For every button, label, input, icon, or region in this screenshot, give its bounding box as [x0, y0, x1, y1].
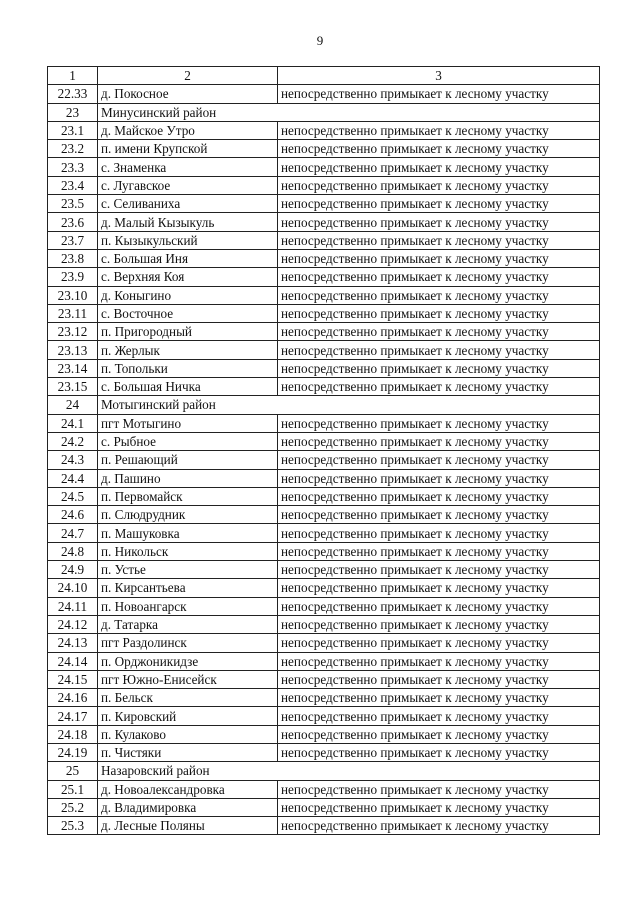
row-number: 25.3	[48, 817, 98, 835]
settlement-name: п. имени Крупской	[98, 140, 278, 158]
forest-adjacency-status: непосредственно примыкает к лесному участку	[278, 725, 600, 743]
settlement-name: п. Первомайск	[98, 487, 278, 505]
table-row	[48, 304, 600, 322]
forest-adjacency-status: непосредственно примыкает к лесному участку	[278, 798, 600, 816]
settlement-name: п. Никольск	[98, 542, 278, 560]
table-row	[48, 817, 600, 835]
settlement-name: п. Кирсантьева	[98, 579, 278, 597]
row-number: 25	[48, 762, 98, 780]
settlement-name: п. Кировский	[98, 707, 278, 725]
row-number: 23.1	[48, 121, 98, 139]
row-number: 24.14	[48, 652, 98, 670]
table-row	[48, 249, 600, 267]
forest-adjacency-status: непосредственно примыкает к лесному участку	[278, 286, 600, 304]
settlement-name: д. Покосное	[98, 85, 278, 103]
forest-adjacency-status: непосредственно примыкает к лесному участку	[278, 743, 600, 761]
forest-adjacency-status: непосредственно примыкает к лесному участку	[278, 689, 600, 707]
forest-adjacency-status: непосредственно примыкает к лесному участку	[278, 652, 600, 670]
settlement-name: п. Устье	[98, 561, 278, 579]
row-number: 24.13	[48, 634, 98, 652]
district-row	[48, 762, 600, 780]
district-row	[48, 103, 600, 121]
settlement-name: с. Рыбное	[98, 432, 278, 450]
row-number: 23.11	[48, 304, 98, 322]
table-row	[48, 689, 600, 707]
forest-adjacency-status: непосредственно примыкает к лесному участку	[278, 817, 600, 835]
forest-adjacency-status: непосредственно примыкает к лесному участку	[278, 597, 600, 615]
table-row	[48, 487, 600, 505]
column-header-status: 3	[278, 67, 600, 85]
table-row	[48, 524, 600, 542]
settlement-name: с. Восточное	[98, 304, 278, 322]
table-row	[48, 725, 600, 743]
table-row	[48, 176, 600, 194]
row-number: 24.2	[48, 432, 98, 450]
row-number: 23.15	[48, 378, 98, 396]
table-row	[48, 195, 600, 213]
table-row	[48, 432, 600, 450]
table-row	[48, 268, 600, 286]
row-number: 24.10	[48, 579, 98, 597]
row-number: 24.8	[48, 542, 98, 560]
row-number: 24.1	[48, 414, 98, 432]
table-row	[48, 780, 600, 798]
settlement-name: д. Малый Кызыкуль	[98, 213, 278, 231]
forest-adjacency-status: непосредственно примыкает к лесному участку	[278, 579, 600, 597]
settlement-name: п. Слюдрудник	[98, 506, 278, 524]
table-row	[48, 670, 600, 688]
district-name: Назаровский район	[98, 762, 600, 780]
settlement-name: д. Татарка	[98, 615, 278, 633]
settlement-name: с. Большая Ничка	[98, 378, 278, 396]
table-row	[48, 323, 600, 341]
table-row	[48, 158, 600, 176]
row-number: 23.8	[48, 249, 98, 267]
settlement-name: д. Лесные Поляны	[98, 817, 278, 835]
table-row	[48, 378, 600, 396]
settlement-name: с. Селиваниха	[98, 195, 278, 213]
row-number: 23.9	[48, 268, 98, 286]
row-number: 24.4	[48, 469, 98, 487]
table-body	[48, 85, 600, 835]
forest-adjacency-status: непосредственно примыкает к лесному участку	[278, 231, 600, 249]
column-header-settlement: 2	[98, 67, 278, 85]
row-number: 24.17	[48, 707, 98, 725]
row-number: 24.18	[48, 725, 98, 743]
forest-adjacency-status: непосредственно примыкает к лесному участку	[278, 506, 600, 524]
row-number: 24.16	[48, 689, 98, 707]
forest-adjacency-status: непосредственно примыкает к лесному участку	[278, 121, 600, 139]
forest-adjacency-status: непосредственно примыкает к лесному участку	[278, 341, 600, 359]
table-row	[48, 140, 600, 158]
settlement-name: с. Большая Иня	[98, 249, 278, 267]
forest-adjacency-status: непосредственно примыкает к лесному участку	[278, 213, 600, 231]
row-number: 23.5	[48, 195, 98, 213]
settlement-name: д. Владимировка	[98, 798, 278, 816]
table-row	[48, 798, 600, 816]
settlement-name: пгт Мотыгино	[98, 414, 278, 432]
settlement-name: д. Майское Утро	[98, 121, 278, 139]
row-number: 24.9	[48, 561, 98, 579]
table-row	[48, 359, 600, 377]
forest-adjacency-status: непосредственно примыкает к лесному участку	[278, 432, 600, 450]
forest-adjacency-status: непосредственно примыкает к лесному участку	[278, 323, 600, 341]
row-number: 23	[48, 103, 98, 121]
forest-adjacency-status: непосредственно примыкает к лесному участку	[278, 542, 600, 560]
row-number: 24.12	[48, 615, 98, 633]
table-row	[48, 579, 600, 597]
table-row	[48, 341, 600, 359]
table-row	[48, 506, 600, 524]
settlement-name: с. Верхняя Коя	[98, 268, 278, 286]
forest-adjacency-status: непосредственно примыкает к лесному участку	[278, 780, 600, 798]
forest-adjacency-status: непосредственно примыкает к лесному участку	[278, 451, 600, 469]
table-header-row	[48, 67, 600, 85]
forest-adjacency-status: непосредственно примыкает к лесному участку	[278, 378, 600, 396]
table-row	[48, 121, 600, 139]
forest-adjacency-status: непосредственно примыкает к лесному участку	[278, 487, 600, 505]
settlement-name: пгт Раздолинск	[98, 634, 278, 652]
forest-adjacency-status: непосредственно примыкает к лесному участку	[278, 561, 600, 579]
forest-adjacency-status: непосредственно примыкает к лесному участку	[278, 414, 600, 432]
forest-adjacency-status: непосредственно примыкает к лесному участку	[278, 176, 600, 194]
settlement-name: с. Знаменка	[98, 158, 278, 176]
row-number: 23.10	[48, 286, 98, 304]
settlement-name: п. Машуковка	[98, 524, 278, 542]
row-number: 23.14	[48, 359, 98, 377]
table-row	[48, 743, 600, 761]
row-number: 24.3	[48, 451, 98, 469]
settlement-name: п. Бельск	[98, 689, 278, 707]
settlement-name: п. Пригородный	[98, 323, 278, 341]
forest-adjacency-status: непосредственно примыкает к лесному участку	[278, 359, 600, 377]
forest-adjacency-status: непосредственно примыкает к лесному участку	[278, 670, 600, 688]
settlements-table	[47, 66, 600, 835]
row-number: 24.6	[48, 506, 98, 524]
table-row	[48, 451, 600, 469]
table-row	[48, 561, 600, 579]
row-number: 24.7	[48, 524, 98, 542]
settlement-name: п. Чистяки	[98, 743, 278, 761]
forest-adjacency-status: непосредственно примыкает к лесному участку	[278, 85, 600, 103]
row-number: 24	[48, 396, 98, 414]
page-number: 9	[316, 33, 324, 48]
row-number: 24.19	[48, 743, 98, 761]
row-number: 23.6	[48, 213, 98, 231]
row-number: 25.2	[48, 798, 98, 816]
table-row	[48, 542, 600, 560]
table-row	[48, 85, 600, 103]
table-row	[48, 213, 600, 231]
row-number: 23.2	[48, 140, 98, 158]
settlement-name: с. Лугавское	[98, 176, 278, 194]
row-number: 24.5	[48, 487, 98, 505]
table-row	[48, 652, 600, 670]
forest-adjacency-status: непосредственно примыкает к лесному участку	[278, 615, 600, 633]
settlement-name: п. Решающий	[98, 451, 278, 469]
forest-adjacency-status: непосредственно примыкает к лесному участку	[278, 158, 600, 176]
forest-adjacency-status: непосредственно примыкает к лесному участку	[278, 249, 600, 267]
forest-adjacency-status: непосредственно примыкает к лесному участку	[278, 304, 600, 322]
settlement-name: п. Кызыкульский	[98, 231, 278, 249]
settlement-name: п. Кулаково	[98, 725, 278, 743]
row-number: 23.7	[48, 231, 98, 249]
column-header-number: 1	[48, 67, 98, 85]
forest-adjacency-status: непосредственно примыкает к лесному участку	[278, 707, 600, 725]
forest-adjacency-status: непосредственно примыкает к лесному участку	[278, 268, 600, 286]
forest-adjacency-status: непосредственно примыкает к лесному участку	[278, 524, 600, 542]
district-name: Минусинский район	[98, 103, 600, 121]
settlement-name: д. Коныгино	[98, 286, 278, 304]
row-number: 23.13	[48, 341, 98, 359]
row-number: 23.3	[48, 158, 98, 176]
district-name: Мотыгинский район	[98, 396, 600, 414]
forest-adjacency-status: непосредственно примыкает к лесному участку	[278, 195, 600, 213]
settlement-name: д. Новоалександровка	[98, 780, 278, 798]
settlement-name: п. Новоангарск	[98, 597, 278, 615]
row-number: 24.15	[48, 670, 98, 688]
table-row	[48, 286, 600, 304]
table-row	[48, 707, 600, 725]
table-row	[48, 597, 600, 615]
forest-adjacency-status: непосредственно примыкает к лесному участку	[278, 634, 600, 652]
row-number: 24.11	[48, 597, 98, 615]
district-row	[48, 396, 600, 414]
row-number: 23.12	[48, 323, 98, 341]
table-row	[48, 634, 600, 652]
settlement-name: п. Топольки	[98, 359, 278, 377]
settlement-name: д. Пашино	[98, 469, 278, 487]
table-row	[48, 469, 600, 487]
settlement-name: п. Орджоникидзе	[98, 652, 278, 670]
table-row	[48, 414, 600, 432]
row-number: 25.1	[48, 780, 98, 798]
row-number: 22.33	[48, 85, 98, 103]
row-number: 23.4	[48, 176, 98, 194]
forest-adjacency-status: непосредственно примыкает к лесному участку	[278, 469, 600, 487]
settlement-name: пгт Южно-Енисейск	[98, 670, 278, 688]
forest-adjacency-status: непосредственно примыкает к лесному участку	[278, 140, 600, 158]
settlement-name: п. Жерлык	[98, 341, 278, 359]
table-row	[48, 615, 600, 633]
table-row	[48, 231, 600, 249]
